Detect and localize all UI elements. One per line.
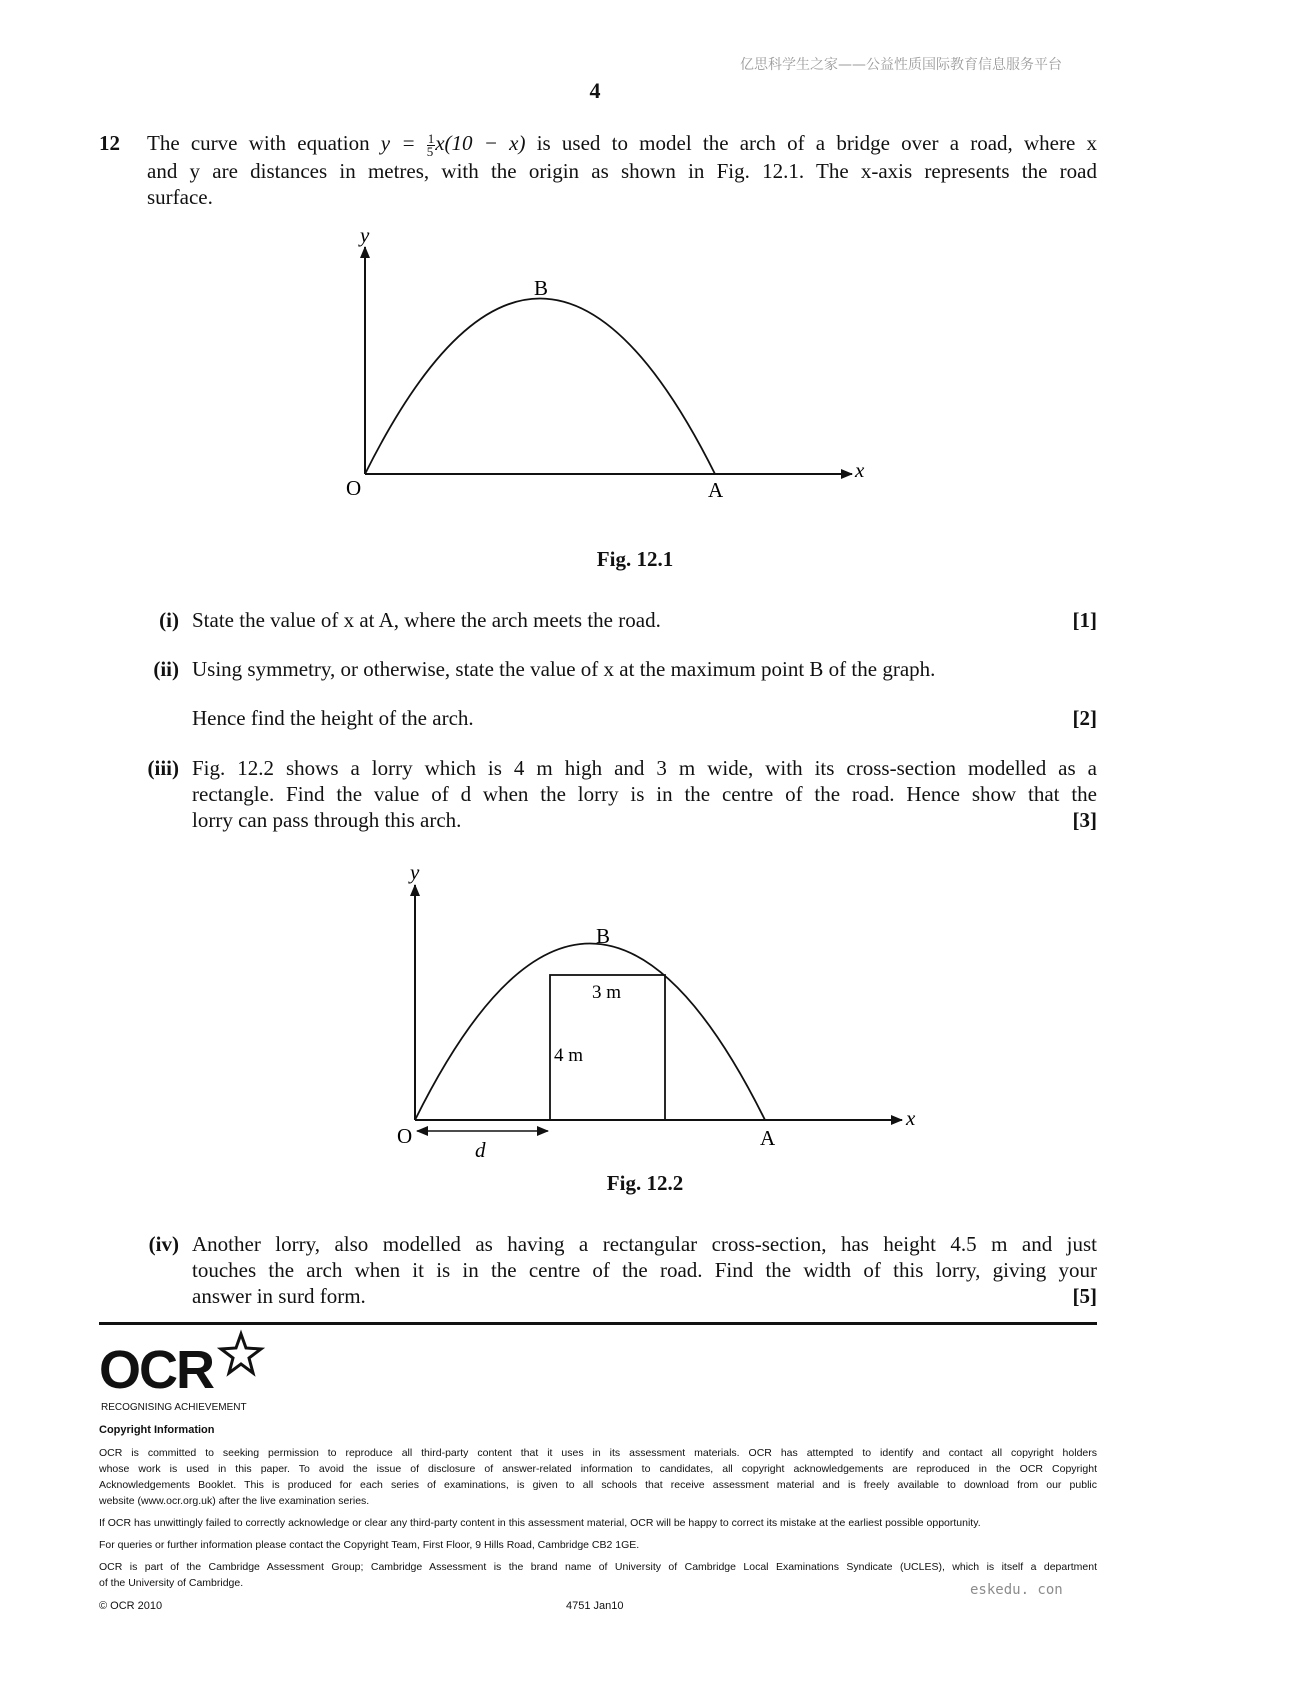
footer-divider (99, 1322, 1097, 1325)
part-iv-text (192, 1231, 1097, 1309)
equation-fraction (427, 133, 436, 158)
axis-label-y: y (410, 860, 420, 884)
question-number: 12 (99, 131, 120, 155)
star-icon (219, 1332, 263, 1376)
part-iii-line-2: rectangle. Find the value of d when the lorry is in the centre of the road. Hence show that the (192, 782, 1097, 806)
copyright-p1-line-1: OCR is committed to seeking permission to reproduce all third-party content that it uses in its assessment materials. OCR has attempted to identify and contact all copyright holders (99, 1447, 1097, 1459)
part-iv-line-2: touches the arch when it is in the centre of the road. Find the width of this lorry, giving your (192, 1258, 1097, 1282)
copyright-p1-line-3: Acknowledgements Booklet. This is produced for each series of examinations, is given to all schools that receive assessment material and is freely available to download from our public (99, 1479, 1097, 1491)
equation-y: y = (380, 131, 416, 155)
lorry-height-label: 4 m (554, 1045, 584, 1066)
lorry-width-label: 3 m (592, 982, 622, 1003)
copyright-paragraph-2: If OCR has unwittingly failed to correctly acknowledge or clear any third-party content in this assessment material, OCR will be happy to correct its mistake at the earliest possible opportunity. (99, 1517, 981, 1529)
distance-d-label: d (475, 1138, 486, 1162)
copyright-p4-line-1: OCR is part of the Cambridge Assessment Group; Cambridge Assessment is the brand name of University of Cambridge Local Examinations Syndicate (UCLES), which is itself a department (99, 1561, 1097, 1573)
part-iv-mark: [5] (1072, 1284, 1097, 1308)
axis-label-y: y (360, 223, 370, 247)
part-ii-label: (ii) (153, 657, 179, 681)
figure-12-2-caption: Fig. 12.2 (606, 1171, 684, 1195)
copyright-heading: Copyright Information (99, 1424, 215, 1436)
part-iv-line-3: answer in surd form. (192, 1284, 366, 1308)
arch-curve (415, 944, 765, 1121)
intro-line-2: and y are distances in metres, with the origin as shown in Fig. 12.1. The x-axis represents the road (147, 159, 1097, 183)
arch-curve (365, 299, 715, 475)
copyright-p1-line-4: website (www.ocr.org.uk) after the live examination series. (99, 1495, 370, 1507)
axis-label-x: x (855, 458, 865, 482)
part-i-mark: [1] (1072, 608, 1097, 632)
equation-rest: x(10 − x) (435, 131, 526, 155)
copyright-paragraph-3: For queries or further information please contact the Copyright Team, First Floor, 9 Hills Road, Cambridge CB2 1GE. (99, 1539, 640, 1551)
part-i-text: State the value of x at A, where the arch meets the road. (192, 608, 661, 632)
copyright-p4-line-2: of the University of Cambridge. (99, 1577, 244, 1589)
part-iii-mark: [3] (1072, 808, 1097, 832)
fraction-denominator: 5 (426, 144, 434, 159)
point-label-B: B (596, 924, 611, 948)
paper-code: 4751 Jan10 (566, 1600, 624, 1612)
part-iv-label: (iv) (148, 1232, 179, 1256)
figure-12-1 (340, 225, 880, 525)
axis-label-x: x (906, 1106, 916, 1130)
page-number: 4 (589, 78, 601, 103)
part-ii-text-1: Using symmetry, or otherwise, state the value of x at the maximum point B of the graph. (192, 657, 936, 681)
part-iii-line-1: Fig. 12.2 shows a lorry which is 4 m high and 3 m wide, with its cross-section modelled as a (192, 756, 1097, 780)
copyright-paragraph-1 (99, 1445, 1097, 1509)
ocr-logo (99, 1340, 279, 1410)
point-label-A: A (760, 1126, 776, 1150)
point-label-B: B (534, 276, 549, 300)
watermark-bottom: eskedu. con (970, 1582, 1063, 1598)
part-ii-text-2: Hence find the height of the arch. (192, 706, 474, 730)
part-iii-text (192, 755, 1097, 833)
copyright-owner: © OCR 2010 (99, 1600, 163, 1612)
part-iii-label: (iii) (147, 756, 179, 780)
part-iv-line-1: Another lorry, also modelled as having a rectangular cross-section, has height 4.5 m and just (192, 1232, 1097, 1256)
intro-line-1 (147, 130, 1097, 158)
part-i-label: (i) (159, 608, 179, 632)
ocr-logo-text: OCR (99, 1340, 213, 1400)
intro-text-a: The curve with equation (147, 131, 370, 155)
copyright-p1-line-2: whose work is used in this paper. To avoid the issue of disclosure of answer-related information to candidates, all copyright acknowledgements are reproduced in the OCR Copyright (99, 1463, 1097, 1475)
part-iii-line-3: lorry can pass through this arch. (192, 808, 462, 832)
point-label-O: O (346, 476, 362, 500)
intro-text-b: is used to model the arch of a bridge over a road, where x (536, 131, 1098, 155)
fraction-numerator: 1 (427, 131, 435, 146)
point-label-O: O (397, 1124, 413, 1148)
point-label-A: A (708, 478, 724, 502)
question-intro (147, 130, 1097, 210)
ocr-tagline: RECOGNISING ACHIEVEMENT (101, 1402, 247, 1413)
part-ii-mark: [2] (1072, 706, 1097, 730)
figure-12-1-caption: Fig. 12.1 (596, 547, 674, 571)
copyright-paragraph-4 (99, 1559, 1097, 1591)
figure-12-2 (370, 855, 916, 1162)
intro-line-3: surface. (147, 185, 213, 209)
watermark-top: 亿思科学生之家——公益性质国际教育信息服务平台 (740, 57, 1062, 73)
